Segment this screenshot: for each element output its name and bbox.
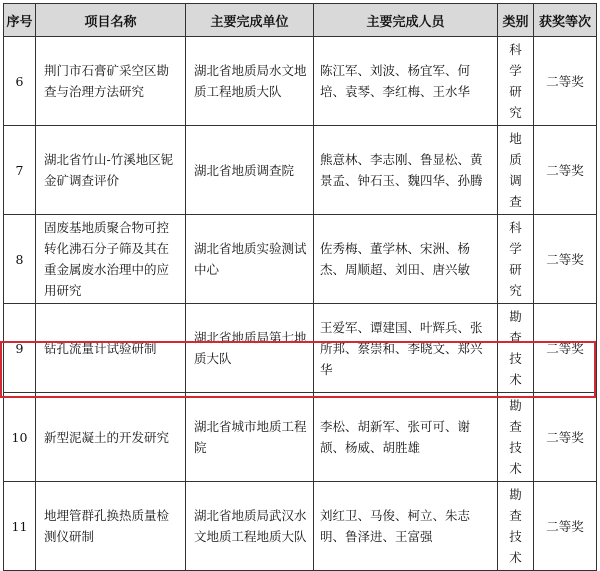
cell-main-people: 王爱军、谭建国、叶辉兵、张所邦、蔡崇和、李晓文、郑兴华 [314,304,498,393]
cell-category: 科学研究 [498,215,534,304]
cell-category: 勘查技术 [498,482,534,571]
cell-no: 6 [4,37,36,126]
cell-no: 9 [4,304,36,393]
cell-project-name: 荆门市石膏矿采空区勘查与治理方法研究 [36,37,186,126]
cell-project-name: 地埋管群孔换热质量检测仪研制 [36,482,186,571]
cell-project-name: 新型泥凝土的开发研究 [36,393,186,482]
cell-no: 8 [4,215,36,304]
cell-project-name: 湖北省竹山-竹溪地区铌金矿调查评价 [36,126,186,215]
cell-no: 10 [4,393,36,482]
cell-main-people: 陈江军、刘波、杨宜军、何培、袁琴、李红梅、王水华 [314,37,498,126]
cell-no: 11 [4,482,36,571]
cell-category: 科学研究 [498,37,534,126]
cell-no: 7 [4,126,36,215]
cell-award-level: 二等奖 [534,482,597,571]
table-row [4,304,597,393]
awards-table-container [3,3,596,565]
table-row [4,215,597,304]
header-project-name: 项目名称 [36,4,186,37]
cell-main-unit: 湖北省地质局水文地质工程地质大队 [186,37,314,126]
cell-project-name: 钻孔流量计试验研制 [36,304,186,393]
table-header-row [4,4,597,37]
cell-project-name: 固废基地质聚合物可控转化沸石分子筛及其在重金属废水治理中的应用研究 [36,215,186,304]
cell-main-people: 熊意林、李志刚、鲁显松、黄景孟、钟石玉、魏四华、孙腾 [314,126,498,215]
cell-category: 地质调查 [498,126,534,215]
cell-main-people: 刘红卫、马俊、柯立、朱志明、鲁泽进、王富强 [314,482,498,571]
table-row [4,393,597,482]
cell-main-unit: 湖北省城市地质工程院 [186,393,314,482]
cell-category: 勘查技术 [498,304,534,393]
cell-award-level: 二等奖 [534,304,597,393]
cell-award-level: 二等奖 [534,215,597,304]
table-row-highlighted [4,482,597,571]
header-no: 序号 [4,4,36,37]
header-main-unit: 主要完成单位 [186,4,314,37]
header-award-level: 获奖等次 [534,4,597,37]
header-main-people: 主要完成人员 [314,4,498,37]
cell-main-people: 佐秀梅、董学林、宋洲、杨杰、周顺超、刘田、唐兴敏 [314,215,498,304]
cell-main-people: 李松、胡新军、张可可、谢颉、杨威、胡胜雄 [314,393,498,482]
cell-award-level: 二等奖 [534,37,597,126]
table-row [4,37,597,126]
header-category: 类别 [498,4,534,37]
cell-award-level: 二等奖 [534,126,597,215]
awards-table [3,3,597,571]
cell-main-unit: 湖北省地质局武汉水文地质工程地质大队 [186,482,314,571]
cell-category: 勘查技术 [498,393,534,482]
cell-main-unit: 湖北省地质实验测试中心 [186,215,314,304]
table-row [4,126,597,215]
cell-award-level: 二等奖 [534,393,597,482]
cell-main-unit: 湖北省地质调查院 [186,126,314,215]
cell-main-unit: 湖北省地质局第七地质大队 [186,304,314,393]
